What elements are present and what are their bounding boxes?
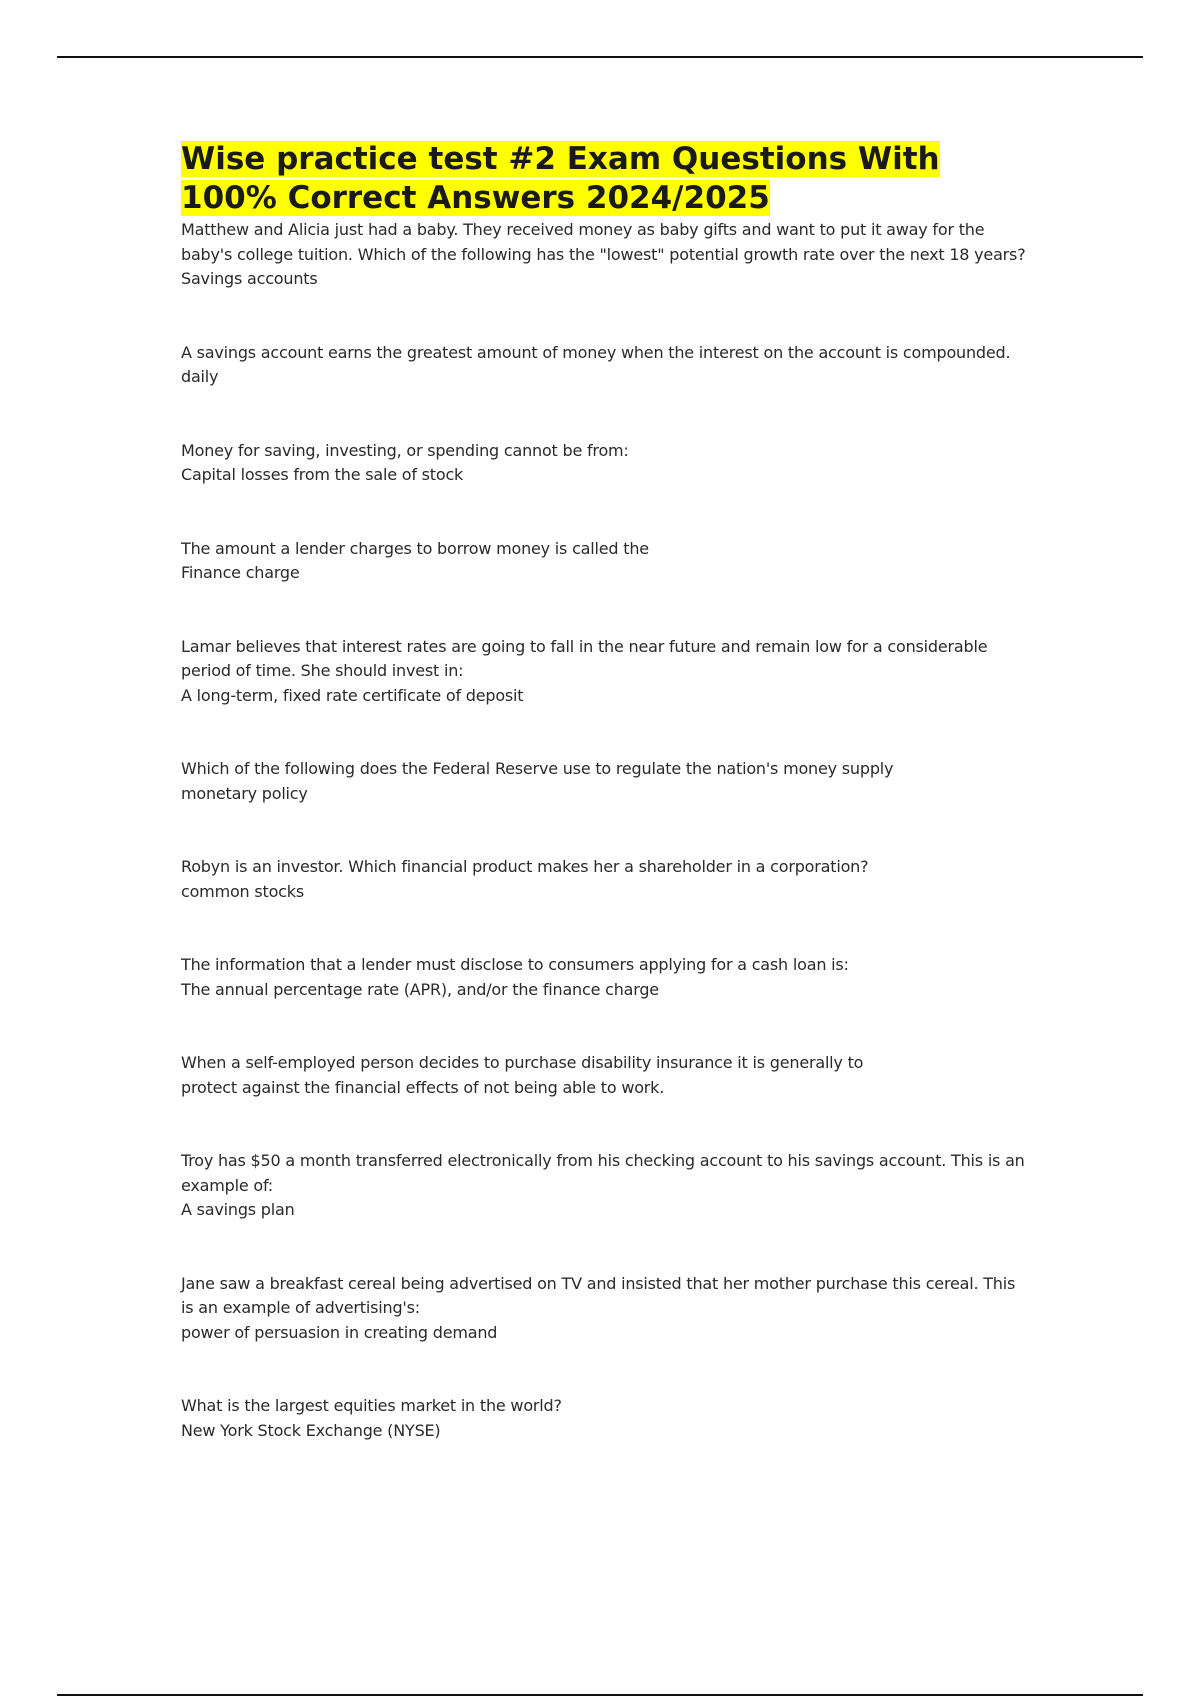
answer-text: power of persuasion in creating demand [181,1322,498,1342]
question-text: Money for saving, investing, or spending cannot be from: [181,440,629,460]
question-text: Robyn is an investor. Which financial product makes her a shareholder in a corporation? [181,857,869,876]
qa-item-5 [181,635,1031,709]
question-text: When a self-employed person decides to purchase disability insurance it is generally to [181,1053,864,1072]
question-text: Lamar believes that interest rates are going to fall in the near future and remain low for a considerable period of time. She should invest in: [181,636,988,680]
answer-text: common stocks [181,881,304,901]
document-title [181,140,1031,218]
question-text: Which of the following does the Federal Reserve use to regulate the nation's money supply [181,759,894,778]
qa-item-10 [181,1149,1031,1223]
qa-list [181,218,1031,1443]
qa-item-4 [181,537,1031,586]
question-text: The amount a lender charges to borrow money is called the [181,538,649,558]
footer-rule [57,1694,1143,1696]
question-text: Matthew and Alicia just had a baby. They received money as baby gifts and want to put it away for the baby's college tuition. Which of the following has the "lowest" potential growth rate over the next 18 years? [181,220,1026,264]
qa-item-7 [181,855,1031,904]
answer-text: A savings plan [181,1200,295,1219]
qa-item-8 [181,953,1031,1002]
question-text: A savings account earns the greatest amount of money when the interest on the account is compounded. [181,342,1011,362]
qa-item-3 [181,439,1031,488]
document-body [181,140,1031,1443]
document-title-text: Wise practice test #2 Exam Questions With 100% Correct Answers 2024/2025 [181,141,940,216]
qa-item-1 [181,218,1031,292]
answer-text: Finance charge [181,563,300,582]
answer-text: A long-term, fixed rate certificate of deposit [181,685,524,705]
answer-text: Capital losses from the sale of stock [181,465,464,484]
question-text: The information that a lender must disclose to consumers applying for a cash loan is: [181,955,849,974]
qa-item-11 [181,1272,1031,1346]
question-text: Troy has $50 a month transferred electronically from his checking account to his savings account. This is an example of: [181,1151,1025,1195]
answer-text: The annual percentage rate (APR), and/or the finance charge [181,979,659,999]
answer-text: Savings accounts [181,269,318,288]
header-rule [57,56,1143,58]
answer-text: daily [181,367,219,386]
answer-text: protect against the financial effects of not being able to work. [181,1077,665,1097]
question-text: Jane saw a breakfast cereal being advertised on TV and insisted that her mother purchase this cereal. This is an example of advertising's: [181,1273,1016,1317]
answer-text: New York Stock Exchange (NYSE) [181,1420,441,1440]
qa-item-6 [181,757,1031,806]
qa-item-2 [181,341,1031,390]
question-text: What is the largest equities market in the world? [181,1396,562,1415]
answer-text: monetary policy [181,783,308,803]
qa-item-12 [181,1394,1031,1443]
qa-item-9 [181,1051,1031,1100]
